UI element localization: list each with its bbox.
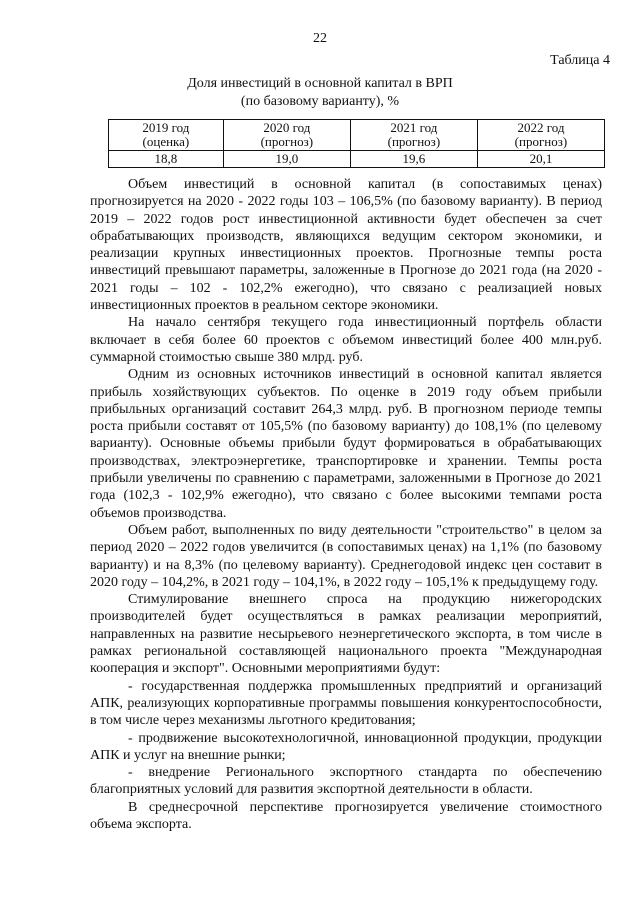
paragraph-profit: Одним из основных источников инвестиций в основной капитал является прибыль хозяйствующих субъектов. По оценке в 2019 году объем прибыли прибыльных организаций составит 264,3 млрд. руб. В прогнозном периоде темпы роста прибыли составят от 105,5% (по базовому варианту) до 108,1% (по целевому варианту). Основные объемы прибыли будут формироваться в обрабатывающих производствах, электроэнергетике, транспортировке и хранении. Темпы роста прибыли увеличены по сравнению с параметрами, заложенными в Прогнозе до 2021 года (102,3 - 102,9% ежегодно), что связано с более высокими темпами роста объемов производства. — [90, 367, 602, 521]
table-title-line-1: Доля инвестиций в основной капитал в ВРП — [187, 76, 453, 91]
table-header-row — [109, 120, 605, 151]
paragraph-investment-portfolio: На начало сентября текущего года инвестиционный портфель области включает в себя более 60 проектов с объемом инвестиций более 400 млн.руб. суммарной стоимостью свыше 380 млрд. руб. — [90, 315, 602, 365]
investment-share-table — [108, 119, 605, 168]
header-cell-2022 — [477, 120, 604, 151]
header-cell-2019 — [109, 120, 224, 151]
table-label: Таблица 4 — [550, 53, 610, 68]
value-cell-2021: 19,6 — [350, 151, 477, 168]
header-year: 2021 год — [390, 120, 438, 135]
bullet-state-support: - государственная поддержка промышленных предприятий и организаций АПК, реализующих корпоративные программы повышения конкурентоспособности, в том числе через механизмы льготного кредитования; — [90, 678, 602, 729]
paragraph-export-outlook: В среднесрочной перспективе прогнозируется увеличение стоимостного объема экспорта. — [90, 799, 602, 832]
header-year: 2019 год — [142, 120, 190, 135]
value-cell-2019: 18,8 — [109, 151, 224, 168]
header-note: (оценка) — [142, 134, 190, 149]
value-cell-2020: 19,0 — [223, 151, 350, 168]
table-title-line-2: (по базовому варианту), % — [240, 94, 400, 109]
body-text — [90, 176, 602, 833]
page-number: 22 — [313, 31, 327, 46]
header-note: (прогноз) — [514, 134, 568, 149]
table-value-row — [109, 151, 605, 168]
header-year: 2022 год — [517, 120, 565, 135]
header-year: 2020 год — [263, 120, 311, 135]
paragraph-construction: Объем работ, выполненных по виду деятельности "строительство" в целом за период 2020 – 2022 годов увеличится (в сопоставимых ценах) на 1,1% (по базовому варианту) и на 8,3% (по целевому варианту). Среднегодовой индекс цен составит в 2020 году – 104,2%, в 2021 году – 104,1%, в 2022 году – 105,1% к предыдущему году. — [90, 522, 602, 590]
header-cell-2020 — [223, 120, 350, 151]
bullet-promotion: - продвижение высокотехнологичной, инновационной продукции, продукции АПК и услуг на внешние рынки; — [90, 730, 602, 763]
header-note: (прогноз) — [387, 134, 441, 149]
paragraph-investment-volume: Объем инвестиций в основной капитал (в сопоставимых ценах) прогнозируется на 2020 - 2022 годы 103 – 106,5% (по базовому варианту). В период 2019 – 2022 годов рост инвестиционной активности будет обеспечен за счет обрабатывающих производств, являющихся ведущим сектором экономики, и реализации крупных инвестиционных проектов. Прогнозные темпы роста инвестиций превышают параметры, заложенные в Прогнозе до 2021 года (на 2020 - 2021 годы – 102 - 102,2% ежегодно), что связано с реализацией новых инвестиционных проектов в реальном секторе экономики. — [90, 177, 602, 314]
value-cell-2022: 20,1 — [477, 151, 604, 168]
table-title — [0, 75, 640, 111]
header-note: (прогноз) — [260, 134, 314, 149]
bullet-export-standard: - внедрение Регионального экспортного стандарта по обеспечению благоприятных условий для развития экспортной деятельности в области. — [90, 765, 602, 798]
header-cell-2021 — [350, 120, 477, 151]
paragraph-export-demand: Стимулирование внешнего спроса на продукцию нижегородских производителей будет осуществляться в рамках реализации мероприятий, направленных на развитие несырьевого неэнергетического экспорта, в том числе в рамках региональной составляющей национального проекта "Международная кооперация и экспорт". Основными мероприятиями будут: — [90, 592, 602, 677]
